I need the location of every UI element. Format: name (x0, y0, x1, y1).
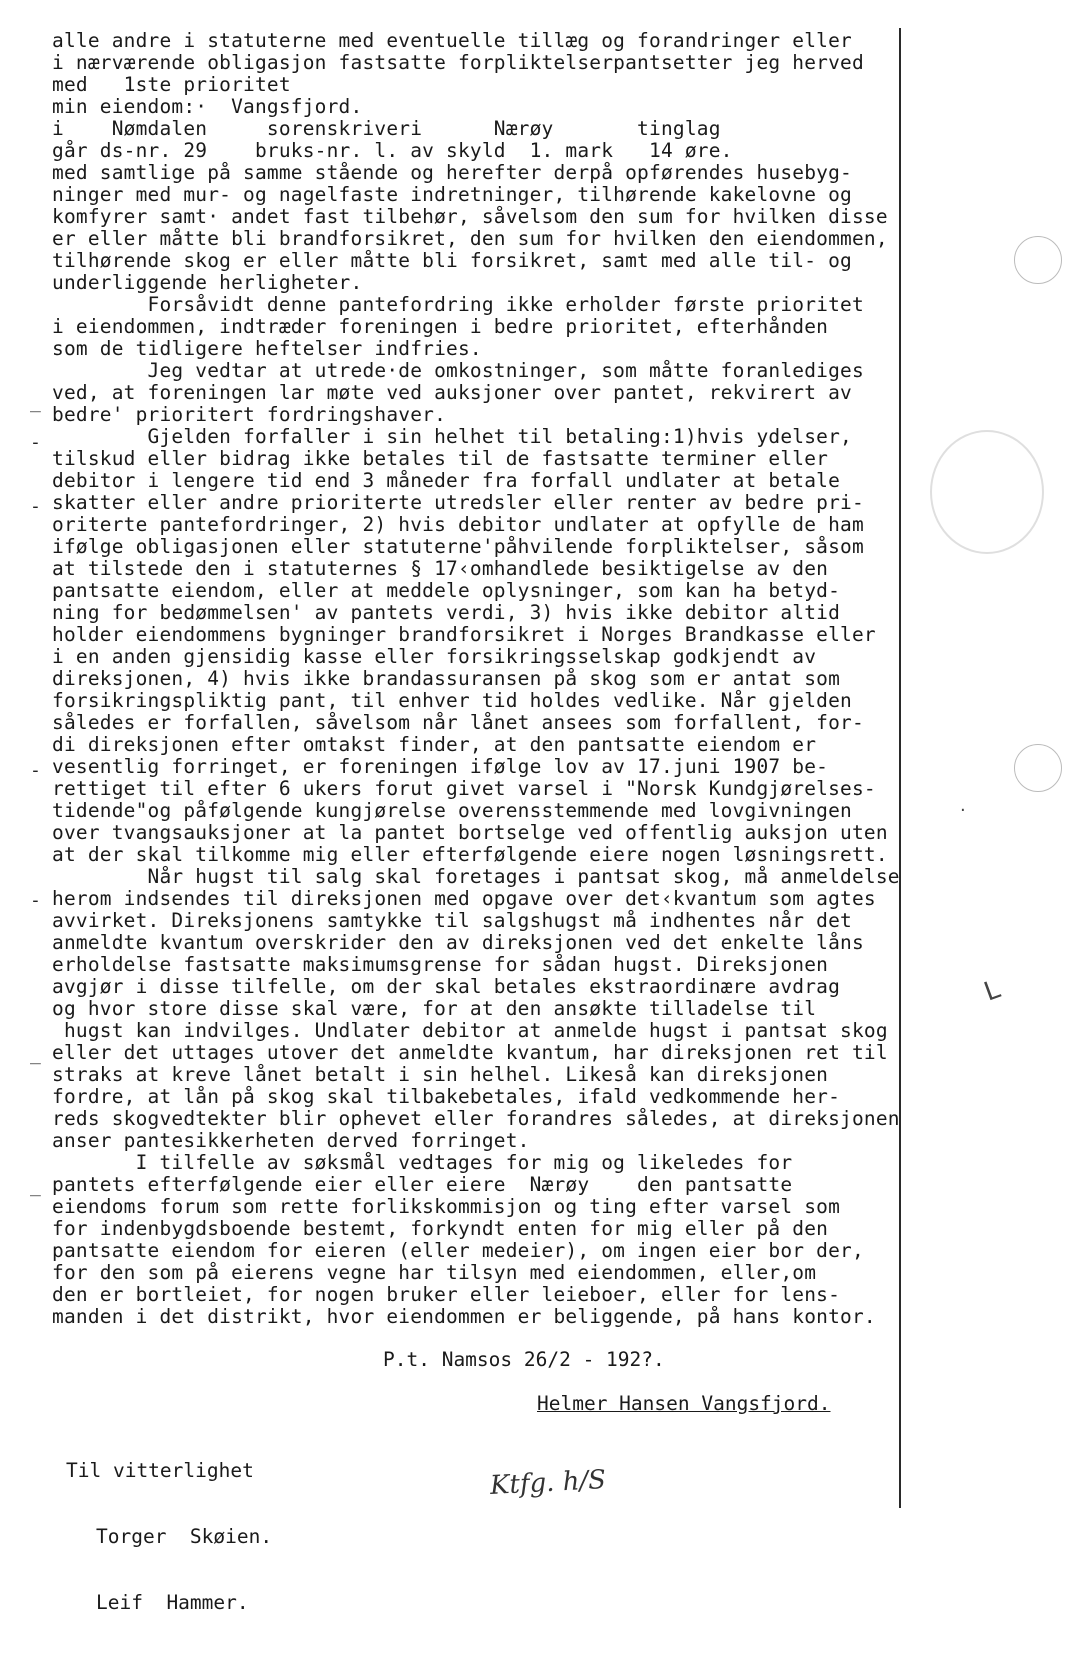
text-line: ifølge obligasjonen eller statuterne'påhvilende forpliktelser, såsom (52, 535, 864, 558)
text-line: for den som på eierens vegne har tilsyn med eiendommen, eller,om (52, 1261, 817, 1284)
text-line: ninger med mur- og nagelfaste indretninger, tilhørende kakelovne og (52, 183, 852, 206)
text-line: den er bortleiet, for nogen bruker eller leieboer, eller for lens- (52, 1283, 841, 1306)
text-line: går ds-nr. 29 bruks-nr. l. av skyld 1. mark 14 øre. (52, 139, 733, 162)
margin-dash-mark: _ (30, 392, 41, 413)
text-line: herom indsendes til direksjonen med opgave over det‹kvantum som agtes (52, 887, 876, 910)
pen-check-mark: L (980, 974, 1005, 1008)
text-line: underliggende herligheter. (52, 271, 363, 294)
text-line: anser pantesikkerheten derved forringet. (52, 1129, 530, 1152)
witness-name: Leif Hammer. (96, 1591, 249, 1614)
text-line: og hvor store disse skal være, for at den ansøkte tilladelse til (52, 997, 817, 1020)
text-line: i Nømdalen sorenskriveri Nærøy tinglag (52, 117, 721, 140)
text-line: pantets efterfølgende eier eller eiere Nærøy den pantsatte (52, 1173, 793, 1196)
text-line: tilhørende skog er eller måtte bli forsikret, samt med alle til- og (52, 249, 852, 272)
text-line: i en anden gjensidig kasse eller forsikringsselskap godkjendt av (52, 645, 817, 668)
witness-heading: Til vitterlighet (66, 1459, 254, 1482)
margin-dash-mark: - (30, 432, 41, 453)
text-line: Forsåvidt denne pantefordring ikke erholder første prioritet (52, 293, 864, 316)
text-line: således er forfallen, såvelsom når lånet ansees som forfallent, for- (52, 711, 864, 734)
text-line: Når hugst til salg skal foretages i pantsat skog, må anmeldelse (52, 865, 900, 888)
text-line: oriterte pantefordringer, 2) hvis debitor undlater at opfylle de ham (52, 513, 864, 536)
text-line: i nærværende obligasjon fastsatte forpliktelserpantsetter jeg herved (52, 51, 864, 74)
margin-dash-mark: _ (30, 1044, 41, 1065)
text-line: anmeldte kvantum overskrider den av direksjonen ved det enkelte låns (52, 931, 864, 954)
text-line: at tilstede den i statuternes § 17‹omhandlede besiktigelse av den (52, 557, 829, 580)
text-line: skatter eller andre prioriterte utredsler eller renter av bedre pri- (52, 491, 864, 514)
text-line: tidende"og påfølgende kungjørelse overensstemmende med lovgivningen (52, 799, 852, 822)
text-line: tilskud eller bidrag ikke betales til de fastsatte terminer eller (52, 447, 829, 470)
text-line: vesentlig forringet, er foreningen ifølge lov av 17.juni 1907 be- (52, 755, 829, 778)
text-line: hugst kan indvilges. Undlater debitor at anmelde hugst i pantsat skog (52, 1019, 888, 1042)
margin-dash-mark: - (30, 760, 41, 781)
text-line: avgjør i disse tilfelle, om der skal betales ekstraordinære avdrag (52, 975, 841, 998)
text-line: erholdelse fastsatte maksimumsgrense for sådan hugst. Direksjonen (52, 953, 829, 976)
margin-dash-mark: - (30, 890, 41, 911)
text-line: direksjonen, 4) hvis ikke brandassuransen på skog som er antat som (52, 667, 841, 690)
text-line: komfyrer samt· andet fast tilbehør, såvelsom den sum for hvilken disse (52, 205, 888, 228)
text-line: di direksjonen efter omtakst finder, at den pantsatte eiendom er (52, 733, 817, 756)
text-line: i eiendommen, indtræder foreningen i bedre prioritet, efterhånden (52, 315, 829, 338)
text-line: rettiget til efter 6 ukers forut givet varsel i "Norsk Kundgjørelses- (52, 777, 876, 800)
witness-block (66, 1416, 272, 1658)
text-line: I tilfelle av søksmål vedtages for mig og likeledes for (52, 1151, 793, 1174)
pen-dot-mark: · (960, 800, 966, 821)
text-line: eiendoms forum som rette forlikskommisjon og ting efter varsel som (52, 1195, 841, 1218)
witness-name: Torger Skøien. (96, 1525, 273, 1548)
text-line: Gjelden forfaller i sin helhet til betaling:1)hvis ydelser, (52, 425, 852, 448)
text-line: avvirket. Direksjonens samtykke til salgshugst må indhentes når det (52, 909, 852, 932)
margin-dash-mark: _ (30, 1176, 41, 1197)
text-line: Jeg vedtar at utrede·de omkostninger, som måtte foranlediges (52, 359, 864, 382)
text-line: ved, at foreningen lar møte ved auksjoner over pantet, rekvirert av (52, 381, 852, 404)
text-line: min eiendom:· Vangsfjord. (52, 95, 363, 118)
text-line: for indenbygdsboende bestemt, forkyndt enten for mig eller på den (52, 1217, 829, 1240)
text-line: at der skal tilkomme mig eller efterfølgende eiere nogen løsningsrett. (52, 843, 888, 866)
text-line: holder eiendommens bygninger brandforsikret i Norges Brandkasse eller (52, 623, 876, 646)
text-line: alle andre i statuterne med eventuelle tillæg og forandringer eller (52, 29, 852, 52)
text-line: forsikringspliktig pant, til enhver tid holdes vedlike. Når gjelden (52, 689, 852, 712)
text-line: straks at kreve lånet betalt i sin helhel. Likeså kan direksjonen (52, 1063, 829, 1086)
text-line: som de tidligere heftelser indfries. (52, 337, 482, 360)
punch-hole (1014, 236, 1062, 284)
text-line: manden i det distrikt, hvor eiendommen er beliggende, på hans kontor. (52, 1305, 876, 1328)
document-body (52, 30, 952, 1328)
text-line: reds skogvedtekter blir ophevet eller forandres således, at direksjonen (52, 1107, 900, 1130)
text-line: eller det uttages utover det anmeldte kvantum, har direksjonen ret til (52, 1041, 888, 1064)
text-line: bedre' prioritert fordringshaver. (52, 403, 447, 426)
signature-place-date: P.t. Namsos 26/2 - 192?. (383, 1348, 665, 1371)
text-line: er eller måtte bli brandforsikret, den sum for hvilken den eiendommen, (52, 227, 888, 250)
text-line: fordre, at lån på skog skal tilbakebetales, ifald vedkommende her- (52, 1085, 841, 1108)
text-line: pantsatte eiendom for eieren (eller medeier), om ingen eier bor der, (52, 1239, 864, 1262)
text-line: med samtlige på samme stående og herefter derpå opførendes husebyg- (52, 161, 852, 184)
handwritten-note: Ktfg. h/S (489, 1464, 607, 1502)
text-line: med 1ste prioritet (52, 73, 291, 96)
punch-hole (1014, 744, 1062, 792)
signature-name: Helmer Hansen Vangsfjord. (537, 1392, 831, 1415)
text-line: over tvangsauksjoner at la pantet bortselge ved offentlig auksjon uten (52, 821, 888, 844)
text-line: debitor i lengere tid end 3 måneder fra forfall undlater at betale (52, 469, 841, 492)
text-line: ning for bedømmelsen' av pantets verdi, 3) hvis ikke debitor altid (52, 601, 841, 624)
margin-dash-mark: - (30, 496, 41, 517)
text-line: pantsatte eiendom, eller at meddele oplysninger, som kan ha betyd- (52, 579, 841, 602)
